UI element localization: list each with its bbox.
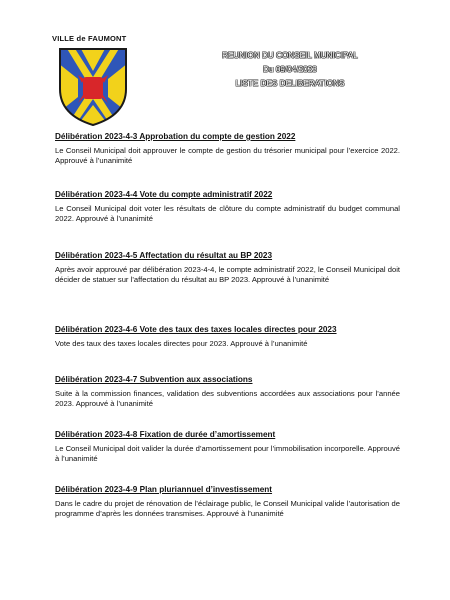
deliberation-title: Délibération 2023-4-5 Affectation du résultat au BP 2023 [55, 251, 273, 260]
deliberation-item [55, 250, 400, 285]
deliberation-text: Vote des taux des taxes locales directes pour 2023. Approuvé à l’unanimité [55, 339, 308, 348]
deliberation-item [55, 374, 400, 409]
deliberation-title: Délibération 2023-4-6 Vote des taux des taxes locales directes pour 2023 [55, 325, 337, 334]
coat-of-arms-icon [58, 47, 128, 127]
deliberation-title: Délibération 2023-4-3 Approbation du compte de gestion 2022 [55, 132, 296, 141]
deliberation-text: Le Conseil Municipal doit approuver le compte de gestion du trésorier municipal pour l’exercice 2022. Approuvé à l’unanimité [55, 146, 400, 166]
deliberation-text: Suite à la commission finances, validation des subventions accordées aux associations pour l’année 2023. Approuvé à l’unanimité [55, 389, 400, 409]
deliberation-text: Dans le cadre du projet de rénovation de l’éclairage public, le Conseil Municipal valide l’autorisation de programme d’après les données transmises. Approuvé à l’unanimité [55, 499, 400, 519]
deliberation-text: Le Conseil Municipal doit valider la durée d’amortissement pour l’immobilisation incorporelle. Approuvé à l’unanimité [55, 444, 400, 464]
deliberation-item [55, 131, 400, 166]
deliberations-list-title: LISTE DES DELIBERATIONS [235, 79, 345, 88]
deliberation-title: Délibération 2023-4-7 Subvention aux associations [55, 375, 253, 384]
meeting-date: Du 09/04/2023 [263, 65, 317, 74]
deliberation-item [55, 324, 400, 349]
deliberation-item [55, 484, 400, 519]
deliberation-text: Après avoir approuvé par délibération 2023-4-4, le compte administratif 2022, le Conseil Municipal doit décider de statuer sur l’affectation du résultat au BP 2023. Approuvé à l’unanimité [55, 265, 400, 285]
meeting-header [190, 49, 390, 91]
meeting-title: REUNION DU CONSEIL MUNICIPAL [222, 51, 358, 60]
deliberation-title: Délibération 2023-4-9 Plan pluriannuel d’investissement [55, 485, 273, 494]
deliberation-title: Délibération 2023-4-8 Fixation de durée d’amortissement [55, 430, 276, 439]
deliberation-item [55, 429, 400, 464]
city-name: VILLE de FAUMONT [52, 34, 127, 43]
deliberation-text: Le Conseil Municipal doit voter les résultats de clôture du compte administratif du budget communal 2022. Approuvé à l’unanimité [55, 204, 400, 224]
deliberation-item [55, 189, 400, 224]
deliberation-title: Délibération 2023-4-4 Vote du compte administratif 2022 [55, 190, 273, 199]
